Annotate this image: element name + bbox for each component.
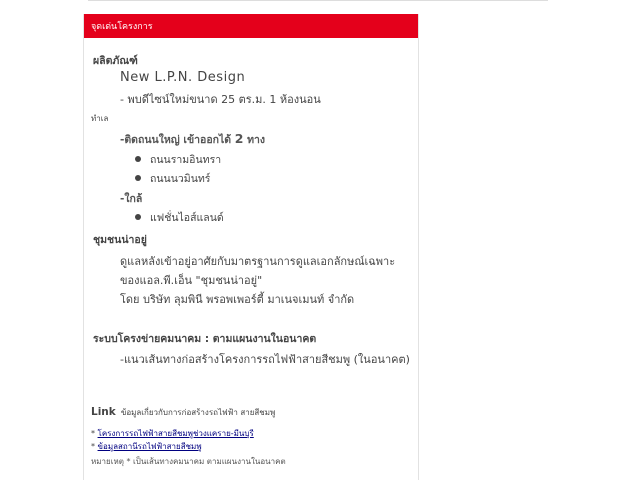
link-star: * <box>91 442 95 451</box>
product-name: New L.P.N. Design <box>120 70 246 85</box>
community-line-2: ของแอล.พี.เอ็น "ชุมชนน่าอยู่" <box>120 274 263 287</box>
main-road-count: 2 <box>234 131 244 146</box>
top-divider <box>88 0 548 1</box>
community-heading: ชุมชนน่าอยู่ <box>93 234 147 246</box>
bullet-icon <box>135 214 141 220</box>
near-heading: -ใกล้ <box>120 193 143 205</box>
note-text: หมายเหตุ * เป็นเส้นทางคมนาคม ตามแผนงานในอนาคต <box>91 457 286 466</box>
link-item <box>91 427 254 440</box>
project-highlights-panel <box>83 14 419 480</box>
community-line-3: โดย บริษัท ลุมพินี พรอพเพอร์ตี้ มาเนจเมนท์ จำกัด <box>120 293 355 306</box>
transport-heading: ระบบโครงข่ายคมนาคม : ตามแผนงานในอนาคต <box>93 333 317 345</box>
transport-detail: -แนวเส้นทางก่อสร้างโครงการรถไฟฟ้าสายสีชมพู (ในอนาคต) <box>120 353 410 366</box>
road-list-item: ถนนนวมินทร์ <box>135 170 210 187</box>
location-label: ทำเล <box>91 114 109 123</box>
bullet-icon <box>135 156 141 162</box>
link-heading-word: Link <box>91 406 116 418</box>
pink-line-project-link[interactable]: โครงการรถไฟฟ้าสายสีชมพูช่วงแคราย-มีนบุรี <box>97 429 254 438</box>
product-heading: ผลิตภัณฑ์ <box>93 55 138 67</box>
pink-line-stations-link[interactable]: ข้อมูลสถานีรถไฟฟ้าสายสีชมพู <box>97 442 202 451</box>
link-heading-text: ข้อมูลเกี่ยวกับการก่อสร้างรถไฟฟ้า สายสีชมพู <box>120 408 276 417</box>
main-road-line <box>120 131 265 148</box>
main-road-prefix: -ติดถนนใหญ่ เข้าออกได้ <box>120 134 232 146</box>
link-item <box>91 440 202 453</box>
near-list-item: แฟชั่นไอส์แลนด์ <box>135 209 224 226</box>
road-list-item: ถนนรามอินทรา <box>135 151 221 168</box>
link-heading <box>91 400 275 419</box>
link-star: * <box>91 429 95 438</box>
bullet-icon <box>135 175 141 181</box>
panel-header: จุดเด่นโครงการ <box>84 14 418 38</box>
community-line-1: ดูแลหลังเข้าอยู่อาศัยกับมาตรฐานการดูแลเอกลักษณ์เฉพาะ <box>120 255 396 268</box>
main-road-suffix: ทาง <box>247 134 266 146</box>
product-detail: - พบดีไซน์ใหม่ขนาด 25 ตร.ม. 1 ห้องนอน <box>120 93 321 106</box>
